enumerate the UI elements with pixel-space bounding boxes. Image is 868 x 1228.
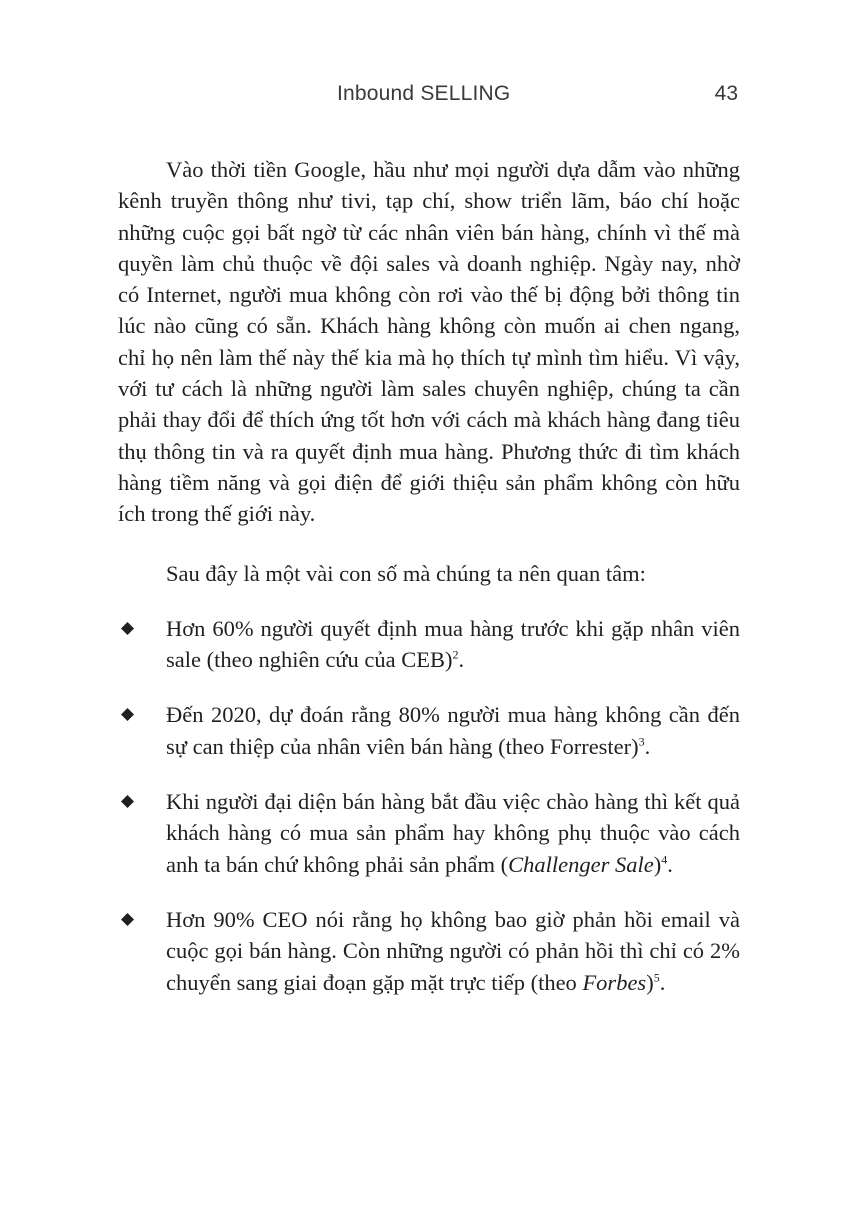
- list-item: [118, 904, 740, 998]
- list-item-end: .: [667, 851, 673, 877]
- list-item-end: .: [458, 647, 465, 673]
- statistics-list: [118, 613, 740, 998]
- footnote-ref: 5: [653, 970, 660, 985]
- body-paragraph: Vào thời tiền Google, hầu như mọi người dựa dẫm vào những kênh truyền thông như tivi, tạp chí, show triển lãm, báo chí hoặc những cuộc gọi bất ngờ từ các nhân viên bán hàng, chính vì thế mà quyền làm chủ thuộc về đội sales và doanh nghiệp. Ngày nay, nhờ có Internet, người mua không còn rơi vào thế bị động bởi thông tin lúc nào cũng có sẵn. Khách hàng không còn muốn ai chen ngang, chỉ họ nên làm thế này thế kia mà họ thích tự mình tìm hiểu. Vì vậy, với tư cách là những người làm sales chuyên nghiệp, chúng ta cần phải thay đổi để thích ứng tốt hơn với cách mà khách hàng đang tiêu thụ thông tin và ra quyết định mua hàng. Phương thức đi tìm khách hàng tiềm năng và gọi điện để giới thiệu sản phẩm không còn hữu ích trong thế giới này.: [118, 157, 740, 527]
- list-item-end: .: [659, 969, 666, 995]
- list-item-text: Hơn 60% người quyết định mua hàng trước khi gặp nhân viên sale (theo nghiên cứu của CEB): [166, 615, 740, 673]
- list-item: [118, 699, 740, 762]
- diamond-bullet-icon: [121, 795, 134, 808]
- list-item-text-close: ): [646, 969, 654, 995]
- footnote-ref: 2: [452, 647, 459, 662]
- page-body: [118, 154, 740, 1022]
- footnote-ref: 3: [638, 734, 645, 749]
- list-item-end: .: [644, 733, 651, 759]
- running-header: [130, 82, 738, 114]
- page-number: 43: [714, 82, 738, 105]
- list-item-text-close: ): [653, 851, 662, 877]
- footnote-ref: 4: [661, 852, 668, 867]
- list-item-text: Hơn 90% CEO nói rằng họ không bao giờ phản hồi email và cuộc gọi bán hàng. Còn những người có phản hồi thì chỉ có 2% chuyển sang giai đoạn gặp mặt trực tiếp (theo: [166, 906, 740, 995]
- list-item: [118, 613, 740, 676]
- list-item-text: Đến 2020, dự đoán rằng 80% người mua hàng không cần đến sự can thiệp của nhân viên bán hàng (theo Forrester): [166, 702, 740, 759]
- source-title: Challenger Sale: [508, 851, 654, 877]
- running-title: Inbound SELLING: [337, 82, 511, 105]
- list-item: [118, 786, 740, 880]
- source-title: Forbes: [582, 969, 647, 995]
- list-intro: Sau đây là một vài con số mà chúng ta nên quan tâm:: [166, 560, 646, 586]
- list-item-text: Khi người đại diện bán hàng bắt đầu việc chào hàng thì kết quả khách hàng có mua sản phẩm hay không phụ thuộc vào cách anh ta bán chứ không phải sản phẩm (: [166, 789, 740, 877]
- diamond-bullet-icon: [121, 622, 134, 635]
- diamond-bullet-icon: [121, 913, 134, 926]
- diamond-bullet-icon: [121, 708, 134, 721]
